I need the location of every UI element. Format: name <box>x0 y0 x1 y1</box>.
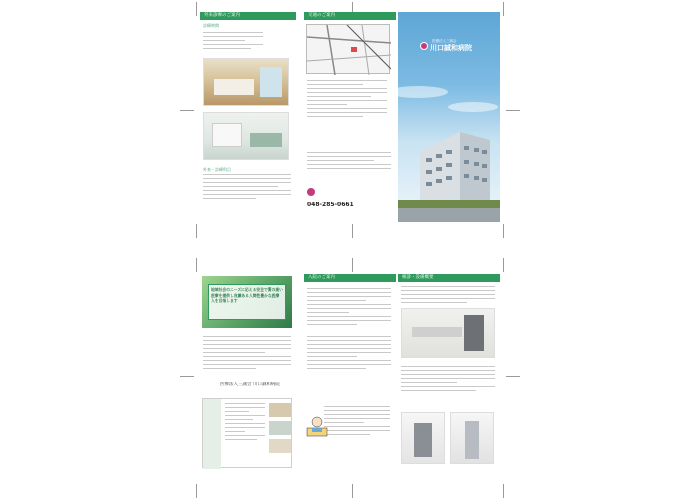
outpatient-panel <box>200 12 296 222</box>
crop-mark <box>352 484 353 498</box>
reception-photo <box>203 58 289 106</box>
cover-hospital-name: 川口誠和病院 <box>430 44 472 52</box>
inpatient-text-2 <box>307 336 391 372</box>
crop-mark <box>503 258 504 272</box>
inpatient-header: 入院のご案内 <box>304 274 396 282</box>
parking-text <box>307 152 391 172</box>
small-logo-mark <box>307 188 315 196</box>
crop-mark <box>196 258 197 272</box>
crop-mark <box>180 376 194 377</box>
mammography-photo <box>450 412 494 464</box>
intro-org-name: 医療法人三誠会 川口誠和病院 <box>220 382 280 387</box>
access-header: 交通のご案内 <box>304 12 396 20</box>
table-photo-c <box>269 439 291 453</box>
hours-heading: 診療時間 <box>203 23 219 28</box>
intro-hero-photo <box>202 276 292 328</box>
brochure-outside-sheet <box>200 12 500 222</box>
map-graphic <box>307 25 391 75</box>
inpatient-text-1 <box>307 288 391 328</box>
brochure-inside-sheet <box>200 274 500 482</box>
crop-mark <box>503 2 504 16</box>
equipment-panel <box>398 274 500 482</box>
table-photo-a <box>269 403 291 417</box>
crop-mark <box>506 110 520 111</box>
cover-panel <box>398 12 500 222</box>
table-photo-b <box>269 421 291 435</box>
equipment-text-1 <box>401 286 495 306</box>
crop-mark <box>352 224 353 238</box>
tagline-box <box>208 284 286 320</box>
xray-room-photo <box>401 308 495 358</box>
cover-caption: 医療法人三誠会 <box>432 39 457 43</box>
equipment-text-2 <box>401 366 495 394</box>
crop-mark <box>196 224 197 238</box>
hours-text-block <box>203 32 263 52</box>
departments-text-block <box>203 174 291 202</box>
phone-number: 048-285-0661 <box>307 202 354 207</box>
department-table <box>202 398 292 468</box>
inpatient-text-3 <box>324 406 390 438</box>
hospital-building-photo <box>398 12 500 222</box>
access-panel <box>304 12 396 222</box>
inpatient-panel <box>304 274 396 482</box>
intro-body-text <box>203 336 291 372</box>
consultation-room-photo <box>203 112 289 160</box>
intro-tagline: 地域社会のニーズに応える安全で質の高い医療を提供し良識ある人間性豊かな医療人を目指します <box>211 287 283 303</box>
crop-mark <box>196 484 197 498</box>
crop-mark <box>196 2 197 16</box>
intro-panel <box>200 274 296 482</box>
crop-mark <box>506 376 520 377</box>
crop-mark <box>503 484 504 498</box>
equipment-header: 検診・設備概要 <box>398 274 500 282</box>
crop-mark <box>180 110 194 111</box>
departments-heading: 外来・診療科目 <box>203 167 231 172</box>
crop-mark <box>503 224 504 238</box>
access-map <box>306 24 390 74</box>
patient-illustration-icon <box>306 414 328 438</box>
crop-mark <box>352 258 353 272</box>
outpatient-header: 外来診療のご案内 <box>200 12 296 20</box>
bus-route-text <box>307 80 387 120</box>
ultrasound-photo <box>401 412 445 464</box>
